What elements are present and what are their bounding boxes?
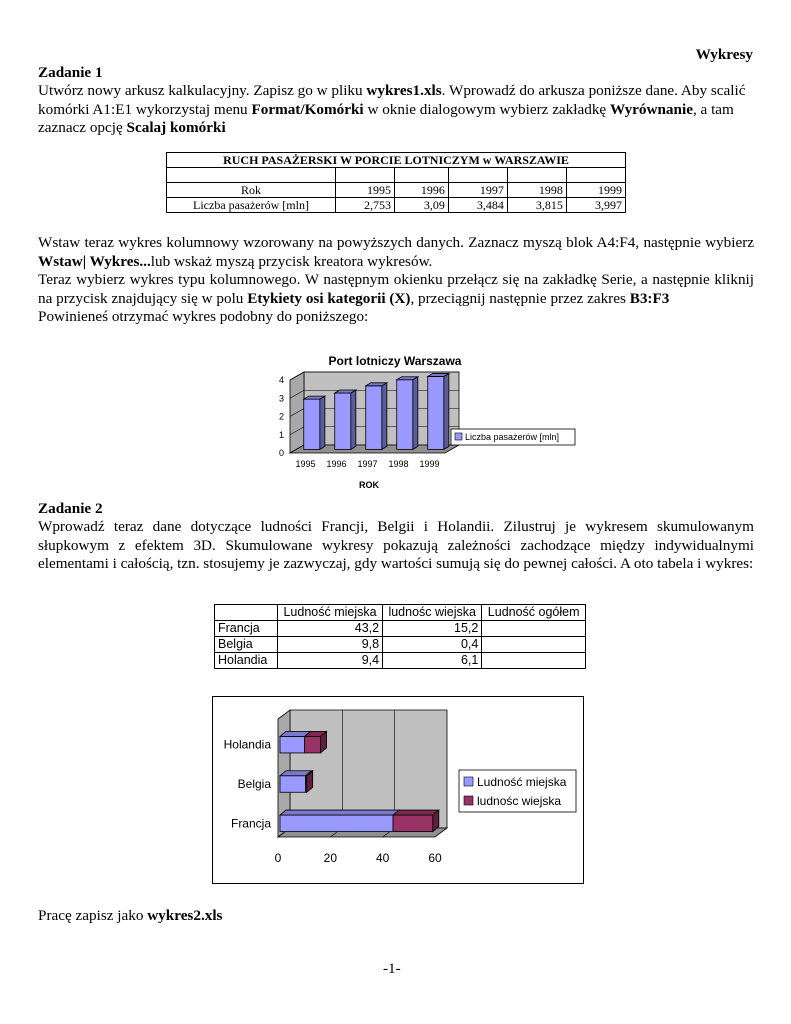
legend-label: ludnośc wiejska bbox=[477, 794, 562, 808]
x-tick-label: 40 bbox=[375, 851, 390, 865]
bar-side-1999 bbox=[444, 373, 449, 449]
y-tick-label: 3 bbox=[278, 393, 284, 404]
legend-label: Ludność miejska bbox=[477, 775, 567, 789]
x-tick-label: 1998 bbox=[388, 459, 409, 469]
y-tick-label: Holandia bbox=[223, 737, 271, 752]
table-row: Francja 43,2 15,2 bbox=[215, 621, 586, 637]
bar-front-1997 bbox=[366, 386, 382, 450]
table-row: Holandia 9,4 6,1 bbox=[215, 653, 586, 669]
y-tick-label: 4 bbox=[278, 375, 284, 385]
bar-side-1995 bbox=[320, 396, 325, 449]
x-tick-label: 1999 bbox=[419, 459, 440, 469]
bar-side-1996 bbox=[351, 390, 356, 449]
table-header-row: Ludność miejska ludnośc wiejska Ludność ogółem bbox=[215, 605, 586, 621]
y-tick-label: 0 bbox=[278, 448, 284, 458]
task1-paragraph-4: Powinieneś otrzymać wykres podobny do poniższego: bbox=[38, 308, 369, 325]
x-tick-label: 1997 bbox=[357, 459, 378, 469]
table-row: Liczba pasażerów [mln] 2,753 3,09 3,484 3,815 3,997 bbox=[167, 198, 626, 213]
task1-paragraph-2: Wstaw teraz wykres kolumnowy wzorowany na powyższych danych. Zaznacz myszą blok A4:F4, następnie wybierz Wstaw| Wykres...lub wskaż myszą przycisk kreatora wykresów. bbox=[38, 234, 754, 270]
legend-swatch bbox=[455, 433, 462, 440]
bar-front-1999 bbox=[428, 376, 444, 449]
x-tick-label: 0 bbox=[274, 851, 282, 865]
bar-front-1995 bbox=[304, 399, 320, 449]
bar-side-1997 bbox=[382, 383, 387, 450]
bar-front-Belgia-1 bbox=[280, 776, 306, 793]
bar-front-Holandia-1 bbox=[280, 736, 305, 753]
legend-label: Liczba pasażerów [mln] bbox=[465, 432, 560, 442]
x-tick-label: 60 bbox=[428, 851, 442, 865]
closing-note: Pracę zapisz jako wykres2.xls bbox=[38, 907, 223, 924]
legend-swatch bbox=[464, 777, 473, 786]
task1-heading: Zadanie 1 bbox=[38, 64, 103, 81]
page-title: Wykresy bbox=[695, 46, 753, 63]
chart-title: Port lotniczy Warszawa bbox=[328, 354, 462, 368]
bar-top-Francja-2 bbox=[393, 810, 439, 815]
x-axis-label: ROK bbox=[359, 480, 379, 490]
passenger-table bbox=[166, 152, 626, 213]
task2-intro: Wprowadź teraz dane dotyczące ludności Francji, Belgii i Holandii. Zilustruj je wykresem skumulowanym słupkowym z efektem 3D. Skumulowane wykresy pokazują zależności zachodzące między indywidualnymi elementami i całością, tzn. stosujemy je zazwyczaj, gdy wartości sumują się do pewnej całości. A oto tabela i wykres: bbox=[38, 518, 754, 573]
bar-side-1998 bbox=[413, 377, 418, 450]
y-tick-label: Francja bbox=[230, 816, 271, 831]
bar-top-Francja-1 bbox=[280, 810, 399, 815]
task2-heading: Zadanie 2 bbox=[38, 500, 103, 517]
x-tick-label: 1996 bbox=[326, 459, 347, 469]
population-table bbox=[214, 604, 586, 669]
bar-front-1996 bbox=[335, 393, 351, 449]
legend-swatch bbox=[464, 796, 473, 805]
x-tick-label: 20 bbox=[323, 851, 338, 865]
table-title: RUCH PASAŻERSKI W PORCIE LOTNICZYM w WARSZAWIE bbox=[167, 153, 626, 168]
x-tick-label: 1995 bbox=[295, 459, 316, 469]
population-stacked-bar-chart bbox=[212, 696, 584, 884]
y-tick-label: 2 bbox=[278, 411, 284, 422]
table-row: Belgia 9,8 0,4 bbox=[215, 637, 586, 653]
passenger-column-chart bbox=[268, 348, 594, 496]
bar-front-Francja-2 bbox=[393, 815, 433, 832]
page-number: -1- bbox=[383, 960, 401, 977]
y-tick-label: Belgia bbox=[237, 777, 271, 791]
bar-front-Francja-1 bbox=[280, 815, 393, 832]
bar-front-Holandia-2 bbox=[305, 736, 321, 753]
task1-paragraph-3: Teraz wybierz wykres typu kolumnowego. W następnym okienku przełącz się na zakładkę Serie, a następnie kliknij na przycisk znajdujący się w polu Etykiety osi kategorii (X), przeciągnij następnie przez zakres B3:F3 bbox=[38, 271, 754, 307]
bar-front-1998 bbox=[397, 380, 413, 450]
y-tick-label: 1 bbox=[278, 429, 284, 440]
table-row: Rok 1995 1996 1997 1998 1999 bbox=[167, 183, 626, 198]
task1-intro: Utwórz nowy arkusz kalkulacyjny. Zapisz go w pliku wykres1.xls. Wprowadź do arkusza poniższe dane. Aby scalić komórki A1:E1 wykorzystaj menu Format/Komórki w oknie dialogowym wybierz zakładkę Wyrównanie, a tam zaznacz opcję Scalaj komórki bbox=[38, 82, 746, 137]
